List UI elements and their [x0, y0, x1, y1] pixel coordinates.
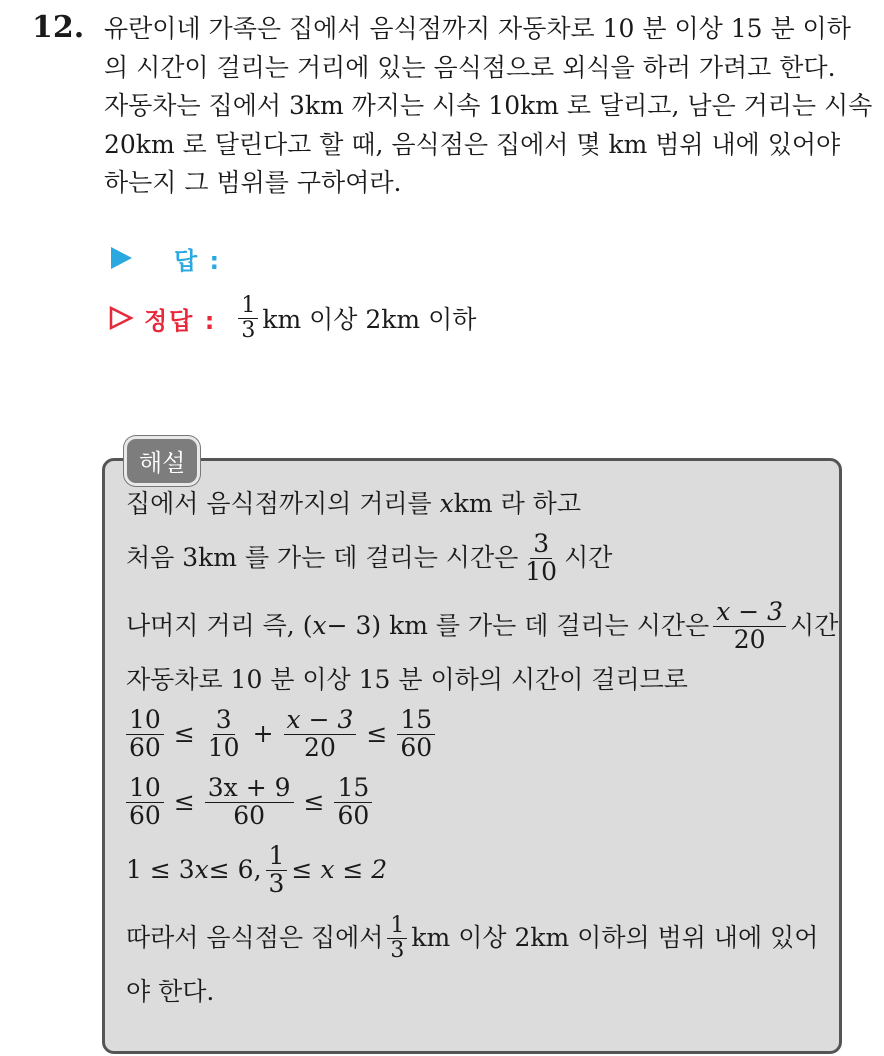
solution-tag: 해설 [124, 436, 200, 486]
fraction [284, 707, 357, 761]
fraction-denominator: 3 [390, 937, 405, 963]
question-line: 의 시간이 걸리는 거리에 있는 음식점으로 외식을 하러 가려고 한다. [104, 52, 836, 82]
fraction-numerator: 1 [266, 843, 288, 870]
fraction [266, 843, 288, 897]
correct-answer-row [108, 293, 477, 343]
fraction-denominator: 3 [241, 317, 256, 343]
fraction-numerator: 3 [213, 707, 235, 734]
solution-line [126, 660, 836, 700]
answer-label: 답 : [174, 246, 222, 275]
fraction-denominator: 10 [207, 732, 240, 762]
le-symbol: ≤ [173, 787, 195, 816]
question-line: 하는지 그 범위를 구하여라. [104, 168, 402, 197]
text: 따라서 음식점은 집에서 [126, 923, 384, 952]
text: ≤ x ≤ 2 [291, 855, 388, 884]
correct-answer-value [234, 294, 476, 341]
fraction [713, 599, 786, 653]
fraction-denominator: 60 [129, 732, 161, 762]
fraction-numerator: 3x + 9 [205, 775, 294, 802]
question-number: 12. [32, 10, 85, 45]
inequality-2 [126, 768, 836, 836]
fraction-numerator: 3 [530, 531, 552, 558]
text: km 이상 2km 이하의 범위 내에 있어 [411, 923, 819, 952]
fraction-numerator: 1 [238, 294, 258, 318]
fraction-numerator: 10 [126, 775, 164, 802]
fraction-numerator: 1 [387, 914, 407, 938]
fraction [238, 294, 258, 341]
fraction [205, 707, 243, 761]
fraction-denominator: 60 [400, 732, 433, 762]
correct-answer-label: 정답 : [144, 306, 217, 335]
answer-row [108, 236, 221, 280]
fraction-numerator: 15 [397, 707, 435, 734]
solution-line [126, 484, 836, 524]
text: 야 한다. [126, 977, 215, 1006]
fraction-denominator: 10 [525, 556, 558, 586]
fraction-numerator: x − 3 [713, 599, 786, 626]
solution-line [126, 972, 836, 1012]
fraction-numerator: 15 [334, 775, 372, 802]
text: 나머지 거리 즉, [126, 611, 295, 640]
fraction [126, 775, 164, 829]
plus-symbol: + [252, 719, 274, 748]
text: − 3) km [326, 611, 428, 640]
fraction-numerator: 10 [126, 707, 164, 734]
fraction [387, 914, 407, 961]
fraction [397, 707, 435, 761]
fraction [126, 707, 164, 761]
text: ( [302, 611, 313, 640]
outline-triangle-icon [108, 305, 134, 331]
question-text [104, 10, 873, 203]
variable: x [194, 855, 209, 884]
text: 1 ≤ 3 [126, 855, 195, 884]
solution-line [126, 592, 839, 660]
correct-answer-text: km 이상 2km 이하 [262, 305, 477, 334]
inequality-3 [126, 836, 836, 904]
fraction-denominator: 60 [337, 800, 370, 830]
inequality-1 [126, 700, 836, 768]
variable: x [439, 489, 454, 518]
solution-line [126, 524, 836, 592]
fraction-numerator: x − 3 [284, 707, 357, 734]
text: ≤ 6, [208, 855, 262, 884]
variable: x [312, 611, 327, 640]
text: 를 가는 데 걸리는 시간은 [435, 611, 710, 640]
fraction-denominator: 3 [268, 868, 285, 898]
text: 시간 [790, 611, 839, 640]
fraction-denominator: 20 [304, 732, 336, 762]
question-line: 20km 로 달린다고 할 때, 음식점은 집에서 몇 km 범위 내에 있어야 [104, 129, 841, 159]
fraction-denominator: 60 [233, 800, 266, 830]
solution-line [126, 904, 836, 972]
question-line: 자동차는 집에서 3km 까지는 시속 10km 로 달리고, 남은 거리는 시속 [104, 91, 873, 120]
fraction-denominator: 20 [733, 624, 766, 654]
fraction [205, 775, 294, 829]
text: 자동차로 10 분 이상 15 분 이하의 시간이 걸리므로 [126, 665, 688, 694]
text: 집에서 음식점까지의 거리를 [126, 489, 432, 518]
fraction-denominator: 60 [129, 800, 161, 830]
fraction [522, 531, 560, 585]
le-symbol: ≤ [303, 787, 325, 816]
le-symbol: ≤ [173, 719, 195, 748]
le-symbol: ≤ [366, 719, 388, 748]
question-line: 유란이네 가족은 집에서 음식점까지 자동차로 10 분 이상 15 분 이하 [104, 14, 851, 43]
text: km 라 하고 [453, 489, 581, 518]
text: 처음 3km 를 가는 데 걸리는 시간은 [126, 543, 519, 572]
fraction [334, 775, 372, 829]
text: 시간 [564, 543, 613, 572]
play-triangle-icon [108, 245, 134, 271]
solution-content [126, 484, 839, 1012]
